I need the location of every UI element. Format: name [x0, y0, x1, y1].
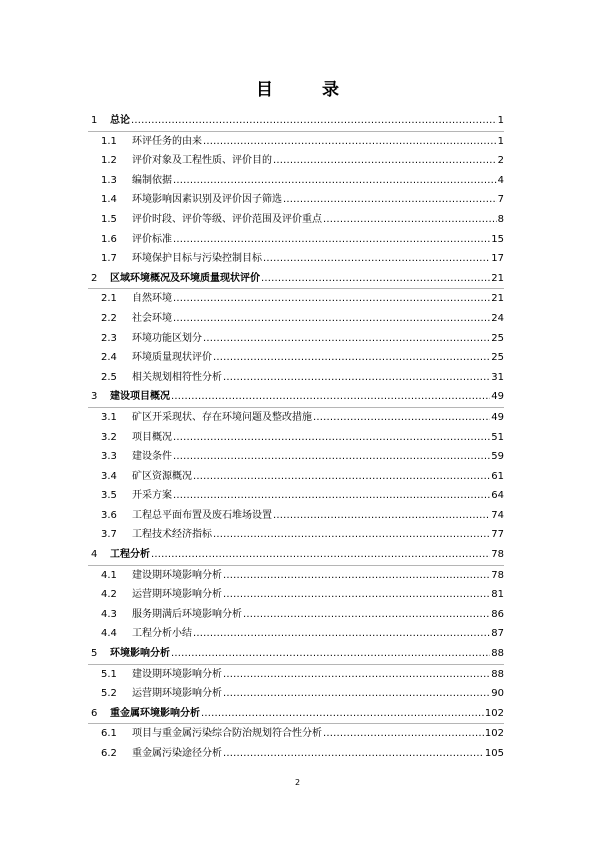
toc-entry-title: 编制依据	[132, 174, 172, 186]
toc-section-entry[interactable]	[88, 744, 504, 764]
toc-section-entry[interactable]	[88, 467, 504, 487]
toc-entry-line	[110, 387, 504, 407]
toc-dot-leader	[201, 704, 484, 724]
toc-entry-title: 矿区资源概况	[132, 470, 192, 482]
toc-entry-number: 3.2	[101, 431, 117, 443]
toc-entry-line	[132, 665, 504, 685]
toc-section-entry[interactable]	[88, 624, 504, 644]
toc-entry-number: 2.2	[101, 312, 117, 324]
toc-entry-number: 2.1	[101, 293, 117, 305]
toc-entry-page: 25	[491, 332, 504, 344]
toc-entry-line	[132, 447, 504, 467]
toc-entry-title: 建设期环境影响分析	[132, 569, 222, 581]
toc-entry-number: 2.5	[101, 371, 117, 383]
toc-entry-number: 1.2	[101, 155, 117, 167]
toc-chapter-entry[interactable]	[88, 387, 504, 408]
toc-entry-line	[132, 210, 504, 230]
toc-section-entry[interactable]	[88, 309, 504, 329]
toc-entry-number: 1.6	[101, 233, 117, 245]
toc-entry-page: 7	[497, 194, 504, 206]
toc-entry-number: 1	[91, 115, 98, 126]
table-of-contents	[88, 111, 504, 764]
toc-entry-page: 31	[491, 371, 504, 383]
toc-entry-title: 矿区开采现状、存在环境问题及整改措施	[132, 411, 312, 423]
toc-entry-page: 90	[491, 688, 504, 700]
toc-entry-number: 4.1	[101, 569, 117, 581]
toc-entry-line	[132, 684, 504, 704]
toc-entry-title: 重金属环境影响分析	[110, 707, 200, 719]
toc-section-entry[interactable]	[88, 486, 504, 506]
toc-entry-title: 运营期环境影响分析	[132, 589, 222, 601]
toc-entry-number: 1.3	[101, 174, 117, 186]
toc-dot-leader	[173, 486, 490, 506]
toc-section-entry[interactable]	[88, 132, 504, 152]
toc-entry-number: 1.7	[101, 253, 117, 265]
toc-entry-number: 5	[91, 648, 98, 660]
toc-section-entry[interactable]	[88, 605, 504, 625]
toc-dot-leader	[223, 566, 490, 586]
toc-entry-page: 88	[491, 648, 504, 660]
toc-dot-leader	[323, 210, 497, 230]
toc-entry-page: 81	[491, 589, 504, 601]
toc-entry-title: 工程分析小结	[132, 628, 192, 640]
toc-entry-page: 87	[491, 628, 504, 640]
toc-dot-leader	[223, 585, 490, 605]
toc-chapter-entry[interactable]	[88, 545, 504, 566]
toc-dot-leader	[223, 368, 490, 388]
toc-entry-page: 1	[497, 135, 504, 147]
toc-section-entry[interactable]	[88, 408, 504, 428]
toc-dot-leader	[173, 289, 490, 309]
toc-entry-line	[132, 467, 504, 487]
toc-entry-title: 环评任务的由来	[132, 135, 202, 147]
toc-entry-title: 建设条件	[132, 451, 172, 463]
toc-entry-line	[132, 585, 504, 605]
toc-entry-title: 环境影响因素识别及评价因子筛选	[132, 194, 282, 206]
toc-dot-leader	[203, 329, 490, 349]
toc-dot-leader	[273, 506, 490, 526]
toc-section-entry[interactable]	[88, 289, 504, 309]
toc-section-entry[interactable]	[88, 151, 504, 171]
toc-entry-title: 服务期满后环境影响分析	[132, 608, 242, 620]
toc-entry-number: 4	[91, 549, 98, 561]
toc-entry-title: 评价时段、评价等级、评价范围及评价重点	[132, 213, 322, 225]
toc-dot-leader	[173, 309, 490, 329]
toc-entry-number: 3.5	[101, 490, 117, 502]
toc-entry-page: 49	[491, 391, 504, 403]
toc-entry-title: 评价对象及工程性质、评价目的	[132, 155, 272, 167]
toc-entry-title: 建设期环境影响分析	[132, 668, 222, 680]
toc-entry-page: 78	[491, 569, 504, 581]
toc-entry-line	[132, 329, 504, 349]
toc-entry-number: 3.7	[101, 529, 117, 541]
toc-section-entry[interactable]	[88, 684, 504, 704]
toc-entry-number: 3.1	[101, 411, 117, 423]
toc-dot-leader	[223, 665, 490, 685]
toc-entry-page: 4	[497, 174, 504, 186]
toc-entry-page: 77	[491, 529, 504, 541]
toc-entry-number: 3.6	[101, 509, 117, 521]
toc-entry-page: 49	[491, 411, 504, 423]
toc-entry-page: 21	[491, 293, 504, 305]
toc-entry-line	[132, 348, 504, 368]
toc-dot-leader	[193, 624, 490, 644]
toc-entry-line	[110, 704, 504, 724]
toc-entry-page: 15	[491, 233, 504, 245]
toc-entry-number: 4.4	[101, 628, 117, 640]
toc-entry-number: 4.2	[101, 589, 117, 601]
toc-entry-number: 6	[91, 707, 98, 719]
toc-entry-line	[132, 408, 504, 428]
toc-entry-page: 102	[484, 728, 504, 740]
toc-chapter-entry[interactable]	[88, 644, 504, 665]
toc-section-entry[interactable]	[88, 525, 504, 545]
toc-entry-title: 环境保护目标与污染控制目标	[132, 253, 262, 265]
toc-entry-line	[132, 368, 504, 388]
toc-dot-leader	[173, 447, 490, 467]
toc-section-entry[interactable]	[88, 210, 504, 230]
toc-dot-leader	[261, 269, 490, 289]
toc-entry-line	[132, 309, 504, 329]
toc-entry-number: 1.5	[101, 213, 117, 225]
toc-entry-title: 区域环境概况及环境质量现状评价	[110, 272, 260, 284]
toc-entry-line	[132, 486, 504, 506]
toc-entry-title: 环境功能区划分	[132, 332, 202, 344]
toc-chapter-entry[interactable]	[88, 111, 504, 132]
toc-dot-leader	[193, 467, 490, 487]
toc-entry-title: 运营期环境影响分析	[132, 688, 222, 700]
toc-entry-page: 21	[491, 272, 504, 284]
toc-entry-page: 61	[491, 470, 504, 482]
toc-section-entry[interactable]	[88, 665, 504, 685]
toc-entry-line	[132, 525, 504, 545]
toc-entry-title: 社会环境	[132, 312, 172, 324]
toc-entry-number: 3.4	[101, 470, 117, 482]
toc-entry-number: 2.4	[101, 352, 117, 364]
toc-entry-page: 17	[491, 253, 504, 265]
toc-entry-title: 项目概况	[132, 431, 172, 443]
toc-entry-title: 工程技术经济指标	[132, 529, 212, 541]
toc-section-entry[interactable]	[88, 428, 504, 448]
toc-entry-title: 工程分析	[110, 549, 150, 561]
toc-entry-page: 86	[491, 608, 504, 620]
page-number: 2	[294, 778, 301, 787]
toc-entry-page: 105	[484, 748, 504, 759]
toc-entry-page: 2	[497, 155, 504, 167]
toc-entry-page: 102	[484, 707, 504, 719]
toc-entry-page: 24	[491, 312, 504, 324]
toc-section-entry[interactable]	[88, 329, 504, 349]
toc-entry-title: 项目与重金属污染综合防治规划符合性分析	[132, 728, 322, 740]
toc-dot-leader	[151, 545, 490, 565]
toc-dot-leader	[213, 525, 490, 545]
toc-dot-leader	[223, 744, 484, 764]
toc-dot-leader	[283, 190, 497, 210]
toc-entry-line	[132, 428, 504, 448]
toc-entry-page: 78	[491, 549, 504, 561]
toc-entry-title: 环境质量现状评价	[132, 352, 212, 364]
toc-entry-title: 总论	[110, 115, 130, 126]
toc-entry-line	[132, 171, 504, 191]
toc-section-entry[interactable]	[88, 724, 504, 744]
toc-entry-title: 工程总平面布置及废石堆场设置	[132, 509, 272, 521]
toc-chapter-entry[interactable]	[88, 704, 504, 725]
toc-chapter-entry[interactable]	[88, 269, 504, 290]
toc-entry-line	[132, 249, 504, 269]
toc-dot-leader	[213, 348, 490, 368]
toc-entry-title: 自然环境	[132, 293, 172, 305]
toc-section-entry[interactable]	[88, 506, 504, 526]
toc-dot-leader	[171, 644, 490, 664]
toc-entry-number: 5.1	[101, 668, 117, 680]
toc-section-entry[interactable]	[88, 348, 504, 368]
toc-entry-line	[110, 269, 504, 289]
toc-entry-page: 1	[497, 115, 504, 126]
toc-dot-leader	[131, 111, 497, 131]
toc-entry-line	[132, 151, 504, 171]
toc-entry-line	[132, 624, 504, 644]
page-title: 目 录	[256, 80, 355, 100]
toc-entry-number: 6.2	[101, 748, 117, 759]
toc-section-entry[interactable]	[88, 566, 504, 586]
toc-entry-line	[132, 744, 504, 764]
toc-entry-page: 88	[491, 668, 504, 680]
toc-dot-leader	[173, 428, 490, 448]
toc-entry-line	[132, 506, 504, 526]
toc-entry-page: 74	[491, 509, 504, 521]
toc-dot-leader	[173, 171, 497, 191]
toc-entry-title: 环境影响分析	[110, 648, 170, 660]
toc-entry-line	[132, 566, 504, 586]
toc-section-entry[interactable]	[88, 447, 504, 467]
toc-entry-line	[132, 289, 504, 309]
toc-entry-title: 评价标准	[132, 233, 172, 245]
toc-entry-line	[132, 132, 504, 152]
toc-entry-number: 1.4	[101, 194, 117, 206]
toc-dot-leader	[273, 151, 497, 171]
toc-entry-line	[132, 190, 504, 210]
toc-entry-line	[110, 545, 504, 565]
toc-entry-title: 开采方案	[132, 490, 172, 502]
toc-section-entry[interactable]	[88, 171, 504, 191]
toc-dot-leader	[173, 230, 490, 250]
toc-entry-line	[132, 724, 504, 744]
toc-dot-leader	[203, 132, 497, 152]
toc-dot-leader	[243, 605, 490, 625]
toc-dot-leader	[313, 408, 490, 428]
toc-entry-page: 25	[491, 352, 504, 364]
toc-dot-leader	[323, 724, 484, 744]
toc-entry-line	[110, 644, 504, 664]
toc-entry-number: 4.3	[101, 608, 117, 620]
toc-section-entry[interactable]	[88, 230, 504, 250]
toc-entry-page: 8	[497, 213, 504, 225]
toc-entry-title: 建设项目概况	[110, 391, 170, 403]
toc-entry-number: 3.3	[101, 451, 117, 463]
toc-entry-line	[132, 605, 504, 625]
toc-section-entry[interactable]	[88, 249, 504, 269]
toc-section-entry[interactable]	[88, 368, 504, 388]
toc-entry-number: 3	[91, 391, 98, 403]
toc-entry-page: 64	[491, 490, 504, 502]
toc-dot-leader	[223, 684, 490, 704]
toc-entry-line	[132, 230, 504, 250]
toc-entry-page: 59	[491, 451, 504, 463]
toc-entry-number: 2	[91, 272, 98, 284]
toc-entry-number: 1.1	[101, 135, 117, 147]
toc-section-entry[interactable]	[88, 585, 504, 605]
toc-dot-leader	[171, 387, 490, 407]
toc-entry-title: 相关规划相符性分析	[132, 371, 222, 383]
toc-dot-leader	[263, 249, 490, 269]
toc-entry-number: 2.3	[101, 332, 117, 344]
toc-section-entry[interactable]	[88, 190, 504, 210]
toc-entry-number: 5.2	[101, 688, 117, 700]
toc-entry-line	[110, 111, 504, 131]
toc-entry-number: 6.1	[101, 728, 117, 740]
toc-entry-page: 51	[491, 431, 504, 443]
toc-entry-title: 重金属污染途径分析	[132, 748, 222, 759]
